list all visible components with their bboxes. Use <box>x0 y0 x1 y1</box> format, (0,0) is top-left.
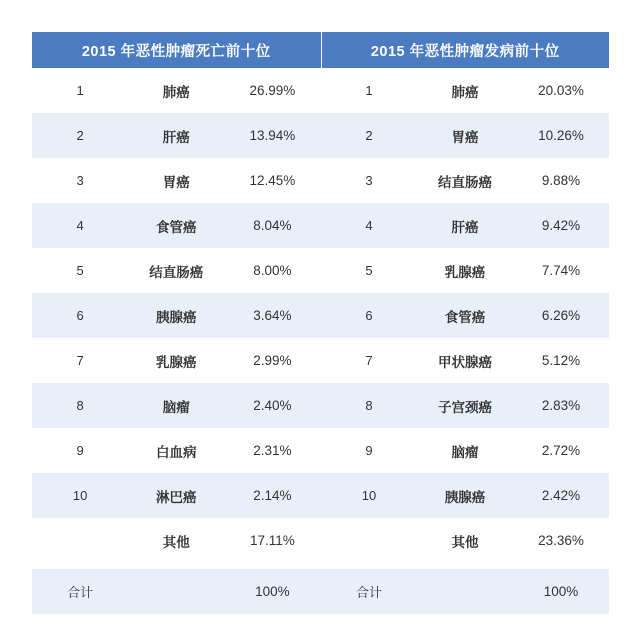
total-pct: 100% <box>513 569 609 614</box>
name-cell: 子宫颈癌 <box>417 383 513 428</box>
name-cell: 肝癌 <box>128 113 224 158</box>
table-row <box>32 158 321 203</box>
rank-cell: 3 <box>32 158 128 203</box>
table-row <box>321 428 609 473</box>
name-cell: 肺癌 <box>128 68 224 113</box>
name-cell: 肺癌 <box>417 68 513 113</box>
pct-cell: 9.88% <box>513 158 609 203</box>
rank-cell: 1 <box>32 68 128 113</box>
pct-cell: 2.40% <box>224 383 320 428</box>
pct-cell: 8.00% <box>224 248 320 293</box>
table-row <box>32 473 321 518</box>
rank-cell: 6 <box>32 293 128 338</box>
table-row <box>32 203 321 248</box>
rank-cell: 2 <box>321 113 417 158</box>
rank-cell: 7 <box>321 338 417 383</box>
pct-cell: 23.36% <box>513 518 609 563</box>
incidence-table <box>321 32 610 614</box>
table-row <box>321 158 609 203</box>
rank-cell: 1 <box>321 68 417 113</box>
total-label: 合计 <box>32 569 128 614</box>
table-row <box>32 248 321 293</box>
pct-cell: 2.99% <box>224 338 320 383</box>
name-cell: 肝癌 <box>417 203 513 248</box>
table-row-other <box>32 518 321 563</box>
table-header-row <box>32 32 321 68</box>
rank-cell: 6 <box>321 293 417 338</box>
pct-cell: 2.31% <box>224 428 320 473</box>
rank-cell: 10 <box>32 473 128 518</box>
rank-cell: 3 <box>321 158 417 203</box>
name-cell: 其他 <box>417 518 513 563</box>
name-cell: 乳腺癌 <box>128 338 224 383</box>
table-header-row <box>321 32 609 68</box>
tables-container <box>32 32 609 614</box>
name-cell: 食管癌 <box>128 203 224 248</box>
table-row <box>32 428 321 473</box>
rank-cell: 8 <box>32 383 128 428</box>
name-cell: 脑瘤 <box>128 383 224 428</box>
table-row <box>32 383 321 428</box>
pct-cell: 10.26% <box>513 113 609 158</box>
name-cell: 胰腺癌 <box>417 473 513 518</box>
rank-cell: 4 <box>32 203 128 248</box>
rank-cell: 7 <box>32 338 128 383</box>
table-row <box>321 293 609 338</box>
name-cell: 结直肠癌 <box>417 158 513 203</box>
table-row <box>32 338 321 383</box>
name-cell: 白血病 <box>128 428 224 473</box>
name-cell: 胃癌 <box>417 113 513 158</box>
pct-cell: 20.03% <box>513 68 609 113</box>
rank-cell: 4 <box>321 203 417 248</box>
pct-cell: 6.26% <box>513 293 609 338</box>
pct-cell: 2.42% <box>513 473 609 518</box>
rank-cell: 8 <box>321 383 417 428</box>
table-total-row <box>321 569 609 614</box>
total-pct: 100% <box>224 569 320 614</box>
mortality-table-header: 2015 年恶性肿瘤死亡前十位 <box>32 32 321 68</box>
rank-cell: 10 <box>321 473 417 518</box>
pct-cell: 12.45% <box>224 158 320 203</box>
name-cell: 食管癌 <box>417 293 513 338</box>
pct-cell: 8.04% <box>224 203 320 248</box>
table-row <box>321 203 609 248</box>
pct-cell: 2.72% <box>513 428 609 473</box>
name-cell: 胰腺癌 <box>128 293 224 338</box>
rank-cell: 5 <box>32 248 128 293</box>
rank-cell: 2 <box>32 113 128 158</box>
incidence-table-header: 2015 年恶性肿瘤发病前十位 <box>321 32 609 68</box>
table-row <box>321 473 609 518</box>
rank-cell <box>32 518 128 563</box>
total-label: 合计 <box>321 569 417 614</box>
rank-cell: 9 <box>32 428 128 473</box>
name-cell: 淋巴癌 <box>128 473 224 518</box>
pct-cell: 5.12% <box>513 338 609 383</box>
total-name <box>417 569 513 614</box>
name-cell: 其他 <box>128 518 224 563</box>
name-cell: 脑瘤 <box>417 428 513 473</box>
table-row <box>321 68 609 113</box>
table-row <box>321 248 609 293</box>
pct-cell: 9.42% <box>513 203 609 248</box>
table-row <box>32 293 321 338</box>
table-row <box>32 113 321 158</box>
name-cell: 乳腺癌 <box>417 248 513 293</box>
table-row-other <box>321 518 609 563</box>
pct-cell: 26.99% <box>224 68 320 113</box>
mortality-table <box>32 32 321 614</box>
rank-cell: 5 <box>321 248 417 293</box>
pct-cell: 13.94% <box>224 113 320 158</box>
table-row <box>321 383 609 428</box>
table-total-row <box>32 569 321 614</box>
pct-cell: 17.11% <box>224 518 320 563</box>
pct-cell: 2.14% <box>224 473 320 518</box>
table-row <box>321 113 609 158</box>
name-cell: 甲状腺癌 <box>417 338 513 383</box>
pct-cell: 7.74% <box>513 248 609 293</box>
table-row <box>321 338 609 383</box>
total-name <box>128 569 224 614</box>
name-cell: 胃癌 <box>128 158 224 203</box>
pct-cell: 2.83% <box>513 383 609 428</box>
table-row <box>32 68 321 113</box>
pct-cell: 3.64% <box>224 293 320 338</box>
name-cell: 结直肠癌 <box>128 248 224 293</box>
rank-cell <box>321 518 417 563</box>
rank-cell: 9 <box>321 428 417 473</box>
